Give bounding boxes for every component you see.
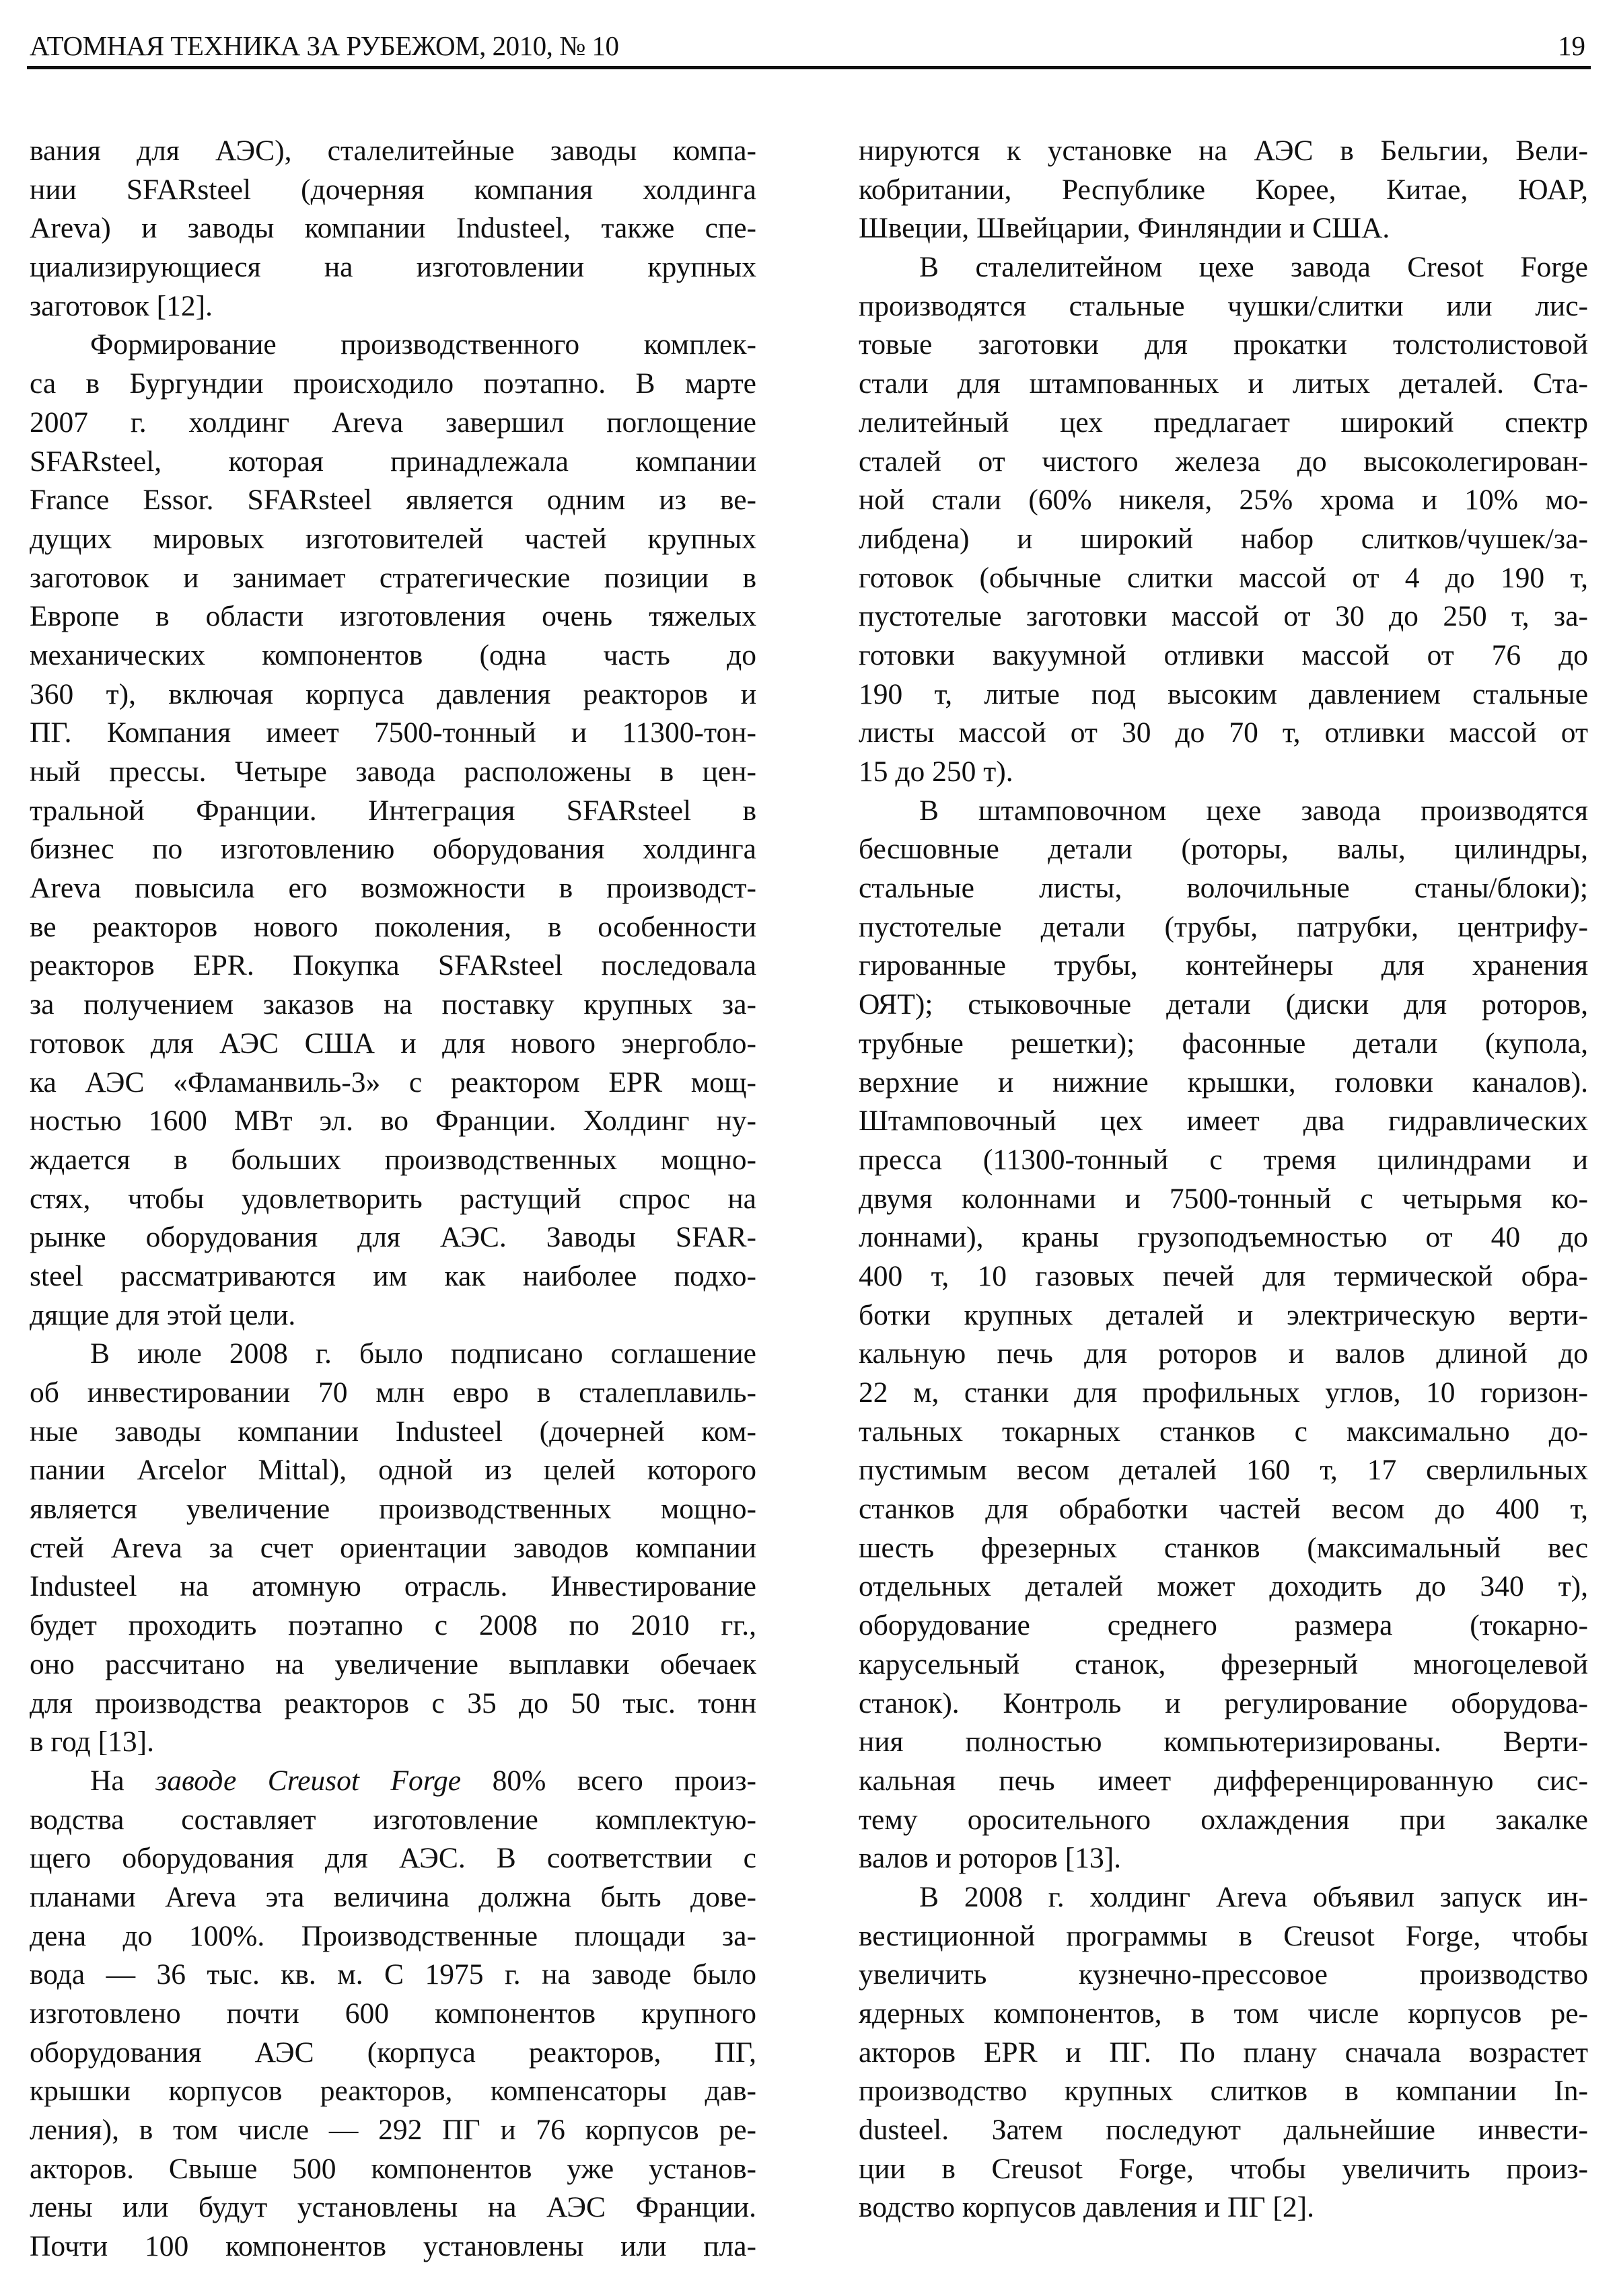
text-line: оборудования АЭС (корпуса реакторов, ПГ, [30,2036,756,2069]
text-line: верхние и нижние крышки, головки каналов). [859,1066,1588,1099]
text-line: отдельных деталей может доходить до 340 т), [859,1570,1588,1603]
text-line: в год [13]. [30,1726,155,1758]
text-column-right [859,132,1588,2227]
text-line: ждается в больших производственных мощно- [30,1143,756,1176]
text-line: Европе в области изготовления очень тяжелых [30,600,756,633]
text-line: станков для обработки частей весом до 400 т, [859,1493,1588,1526]
header-rule [27,66,1591,69]
text-line: В июле 2008 г. было подписано соглашение [90,1337,756,1370]
journal-header: АТОМНАЯ ТЕХНИКА ЗА РУБЕЖОМ, 2010, № 10 [30,30,619,61]
paragraph [30,326,756,1335]
page-number: 19 [1558,30,1585,61]
text-line: карусельный станок, фрезерный многоцелевой [859,1647,1588,1680]
text-line: для производства реакторов с 35 до 50 тыс. тонн [30,1687,756,1719]
paragraph [859,132,1588,248]
text-line: бесшовные детали (роторы, валы, цилиндры, [859,833,1588,866]
text-line: вания для АЭС), сталелитейные заводы компа- [30,135,756,167]
text-line: стей Areva за счет ориентации заводов компании [30,1531,756,1564]
text-line: листы массой от 30 до 70 т, отливки массой от [859,716,1588,749]
text-line: за получением заказов на поставку крупных за- [30,988,756,1021]
text-line: станок). Контроль и регулирование оборудова- [859,1687,1588,1719]
text-line: трубные решетки); фасонные детали (купола, [859,1027,1588,1060]
text-line: оно рассчитано на увеличение выплавки обечаек [30,1647,756,1680]
text-line: гированные трубы, контейнеры для хранения [859,949,1588,982]
text-line: Areva повысила его возможности в производст- [30,872,756,905]
text-line: Швеции, Швейцарии, Финляндии и США. [859,212,1390,245]
paragraph [859,248,1588,792]
text-line: двумя колоннами и 7500-тонный с четырьмя ко- [859,1182,1588,1215]
text-line: ный прессы. Четыре завода расположены в цен- [30,755,756,788]
text-line: вестиционной программы в Creusot Forge, чтобы [859,1919,1588,1952]
paragraph [30,1762,756,2266]
text-line: изготовлено почти 600 компонентов крупного [30,1997,756,2030]
text-line: лоннами), краны грузоподъемностью от 40 до [859,1221,1588,1254]
text-line: тему оросительного охлаждения при закалке [859,1803,1588,1836]
text-line: SFARsteel, которая принадлежала компании [30,445,756,478]
paragraph [30,132,756,326]
text-line: Почти 100 компонентов установлены или пла- [30,2230,756,2263]
text-line: Areva) и заводы компании Industeel, также спе- [30,212,756,245]
text-line: шесть фрезерных станков (максимальный вес [859,1531,1588,1564]
text-line: лены или будут установлены на АЭС Франции. [30,2191,756,2224]
text-line: кальная печь имеет дифференцированную сис- [859,1764,1588,1797]
paragraph [30,1335,756,1762]
text-line: 22 м, станки для профильных углов, 10 горизон- [859,1376,1588,1409]
text-line: ботки крупных деталей и электрическую верти- [859,1298,1588,1331]
text-line: сталей от чистого железа до высоколегирован- [859,445,1588,478]
text-line: 15 до 250 т). [859,755,1013,788]
text-line: ядерных компонентов, в том числе корпусов ре- [859,1997,1588,2030]
text-line: планами Areva эта величина должна быть дове- [30,1880,756,1913]
text-line: щего оборудования для АЭС. В соответствии с [30,1842,756,1875]
text-line: дущих мировых изготовителей частей крупных [30,522,756,555]
text-line: дена до 100%. Производственные площади за- [30,1919,756,1952]
text-line: акторов EPR и ПГ. По плану сначала возрастет [859,2036,1588,2069]
text-line: ПГ. Компания имеет 7500-тонный и 11300-тон- [30,716,756,749]
text-line: ления), в том числе — 292 ПГ и 76 корпусов ре- [30,2114,756,2147]
text-line: ные заводы компании Industeel (дочерней ком- [30,1415,756,1448]
text-line: товые заготовки для прокатки толстолистовой [859,328,1588,361]
text-line: готовок для АЭС США и для нового энергобло- [30,1027,756,1060]
text-line: В 2008 г. холдинг Areva объявил запуск ин- [919,1880,1588,1913]
text-line: steel рассматриваются им как наиболее подхо- [30,1259,756,1292]
text-line: ве реакторов нового поколения, в особенности [30,910,756,943]
text-line: 190 т, литые под высоким давлением стальные [859,677,1588,710]
text-line: либдена) и широкий набор слитков/чушек/за- [859,522,1588,555]
text-line: Формирование производственного комплек- [90,328,756,361]
text-line: ка АЭС «Фламанвиль-3» с реактором EPR мощ- [30,1066,756,1099]
text-line: реакторов EPR. Покупка SFARsteel последовала [30,949,756,982]
text-line: кобритании, Республике Корее, Китае, ЮАР, [859,173,1588,206]
text-line: пустимым весом деталей 160 т, 17 сверлильных [859,1454,1588,1487]
text-line: тральной Франции. Интеграция SFARsteel в [30,794,756,827]
text-line: рынке оборудования для АЭС. Заводы SFAR- [30,1221,756,1254]
text-line: циализирующиеся на изготовлении крупных [30,251,756,284]
text-line: лелитейный цех предлагает широкий спектр [859,406,1588,439]
text-line: крышки корпусов реакторов, компенсаторы дав- [30,2075,756,2108]
text-line: будет проходить поэтапно с 2008 по 2010 гг., [30,1609,756,1642]
text-line: водство корпусов давления и ПГ [2]. [859,2191,1315,2224]
text-line: стальные листы, волочильные станы/блоки); [859,872,1588,905]
text-line: нии SFARsteel (дочерняя компания холдинга [30,173,756,206]
text-line: заготовок и занимает стратегические позиции в [30,561,756,594]
text-line: готовок (обычные слитки массой от 4 до 190 т, [859,561,1588,594]
text-line: France Essor. SFARsteel является одним из ве- [30,484,756,517]
text-line: пании Arcelor Mittal), одной из целей которого [30,1454,756,1487]
text-line: производятся стальные чушки/слитки или лис- [859,289,1588,322]
text-span: На [90,1764,156,1797]
text-line: пустотелые детали (трубы, патрубки, центрифу- [859,910,1588,943]
paragraph [859,792,1588,1878]
text-line [30,1762,756,1801]
text-line: В штамповочном цехе завода производятся [919,794,1588,827]
text-line: тальных токарных станков с максимально до- [859,1415,1588,1448]
text-line: готовки вакуумной отливки массой от 76 до [859,638,1588,671]
text-line: заготовок [12]. [30,289,213,322]
text-line: кальную печь для роторов и валов длиной до [859,1337,1588,1370]
text-line: об инвестировании 70 млн евро в сталеплавиль- [30,1376,756,1409]
text-line: увеличить кузнечно-прессовое производство [859,1958,1588,1991]
text-line: ОЯТ); стыковочные детали (диски для роторов, [859,988,1588,1021]
text-line: стях, чтобы удовлетворить растущий спрос на [30,1182,756,1215]
text-line: 400 т, 10 газовых печей для термической обра- [859,1259,1588,1292]
text-line: является увеличение производственных мощно- [30,1493,756,1526]
text-line: водства составляет изготовление комплектую- [30,1803,756,1836]
text-span: 80% всего произ- [461,1764,756,1797]
text-line: механических компонентов (одна часть до [30,638,756,671]
text-line: оборудование среднего размера (токарно- [859,1609,1588,1642]
text-line: валов и роторов [13]. [859,1842,1122,1875]
text-line: производство крупных слитков в компании In- [859,2075,1588,2108]
text-line: дящие для этой цели. [30,1298,296,1331]
text-line: Industeel на атомную отрасль. Инвестирование [30,1570,756,1603]
text-line: са в Бургундии происходило поэтапно. В марте [30,367,756,400]
text-line: dusteel. Затем последуют дальнейшие инвести- [859,2114,1588,2147]
text-line: Штамповочный цех имеет два гидравлических [859,1105,1588,1138]
text-line: ции в Creusot Forge, чтобы увеличить произ- [859,2152,1588,2185]
text-line: пустотелые заготовки массой от 30 до 250 т, за- [859,600,1588,633]
italic-text: заводе Creusot Forge [155,1764,462,1797]
text-line: 2007 г. холдинг Areva завершил поглощение [30,406,756,439]
text-line: 360 т), включая корпуса давления реакторов и [30,677,756,710]
text-line: ния полностью компьютеризированы. Верти- [859,1726,1588,1758]
text-line: акторов. Свыше 500 компонентов уже установ- [30,2152,756,2185]
text-line: ной стали (60% никеля, 25% хрома и 10% мо- [859,484,1588,517]
text-line: ностью 1600 МВт эл. во Франции. Холдинг ну- [30,1105,756,1138]
text-line: вода — 36 тыс. кв. м. С 1975 г. на заводе было [30,1958,756,1991]
text-column-left [30,132,756,2266]
paragraph [859,1878,1588,2227]
text-line: бизнес по изготовлению оборудования холдинга [30,833,756,866]
text-line: стали для штампованных и литых деталей. Ста- [859,367,1588,400]
text-line: пресса (11300-тонный с тремя цилиндрами и [859,1143,1588,1176]
text-line: В сталелитейном цехе завода Cresot Forge [919,251,1588,284]
text-line: нируются к установке на АЭС в Бельгии, Вели- [859,135,1588,167]
